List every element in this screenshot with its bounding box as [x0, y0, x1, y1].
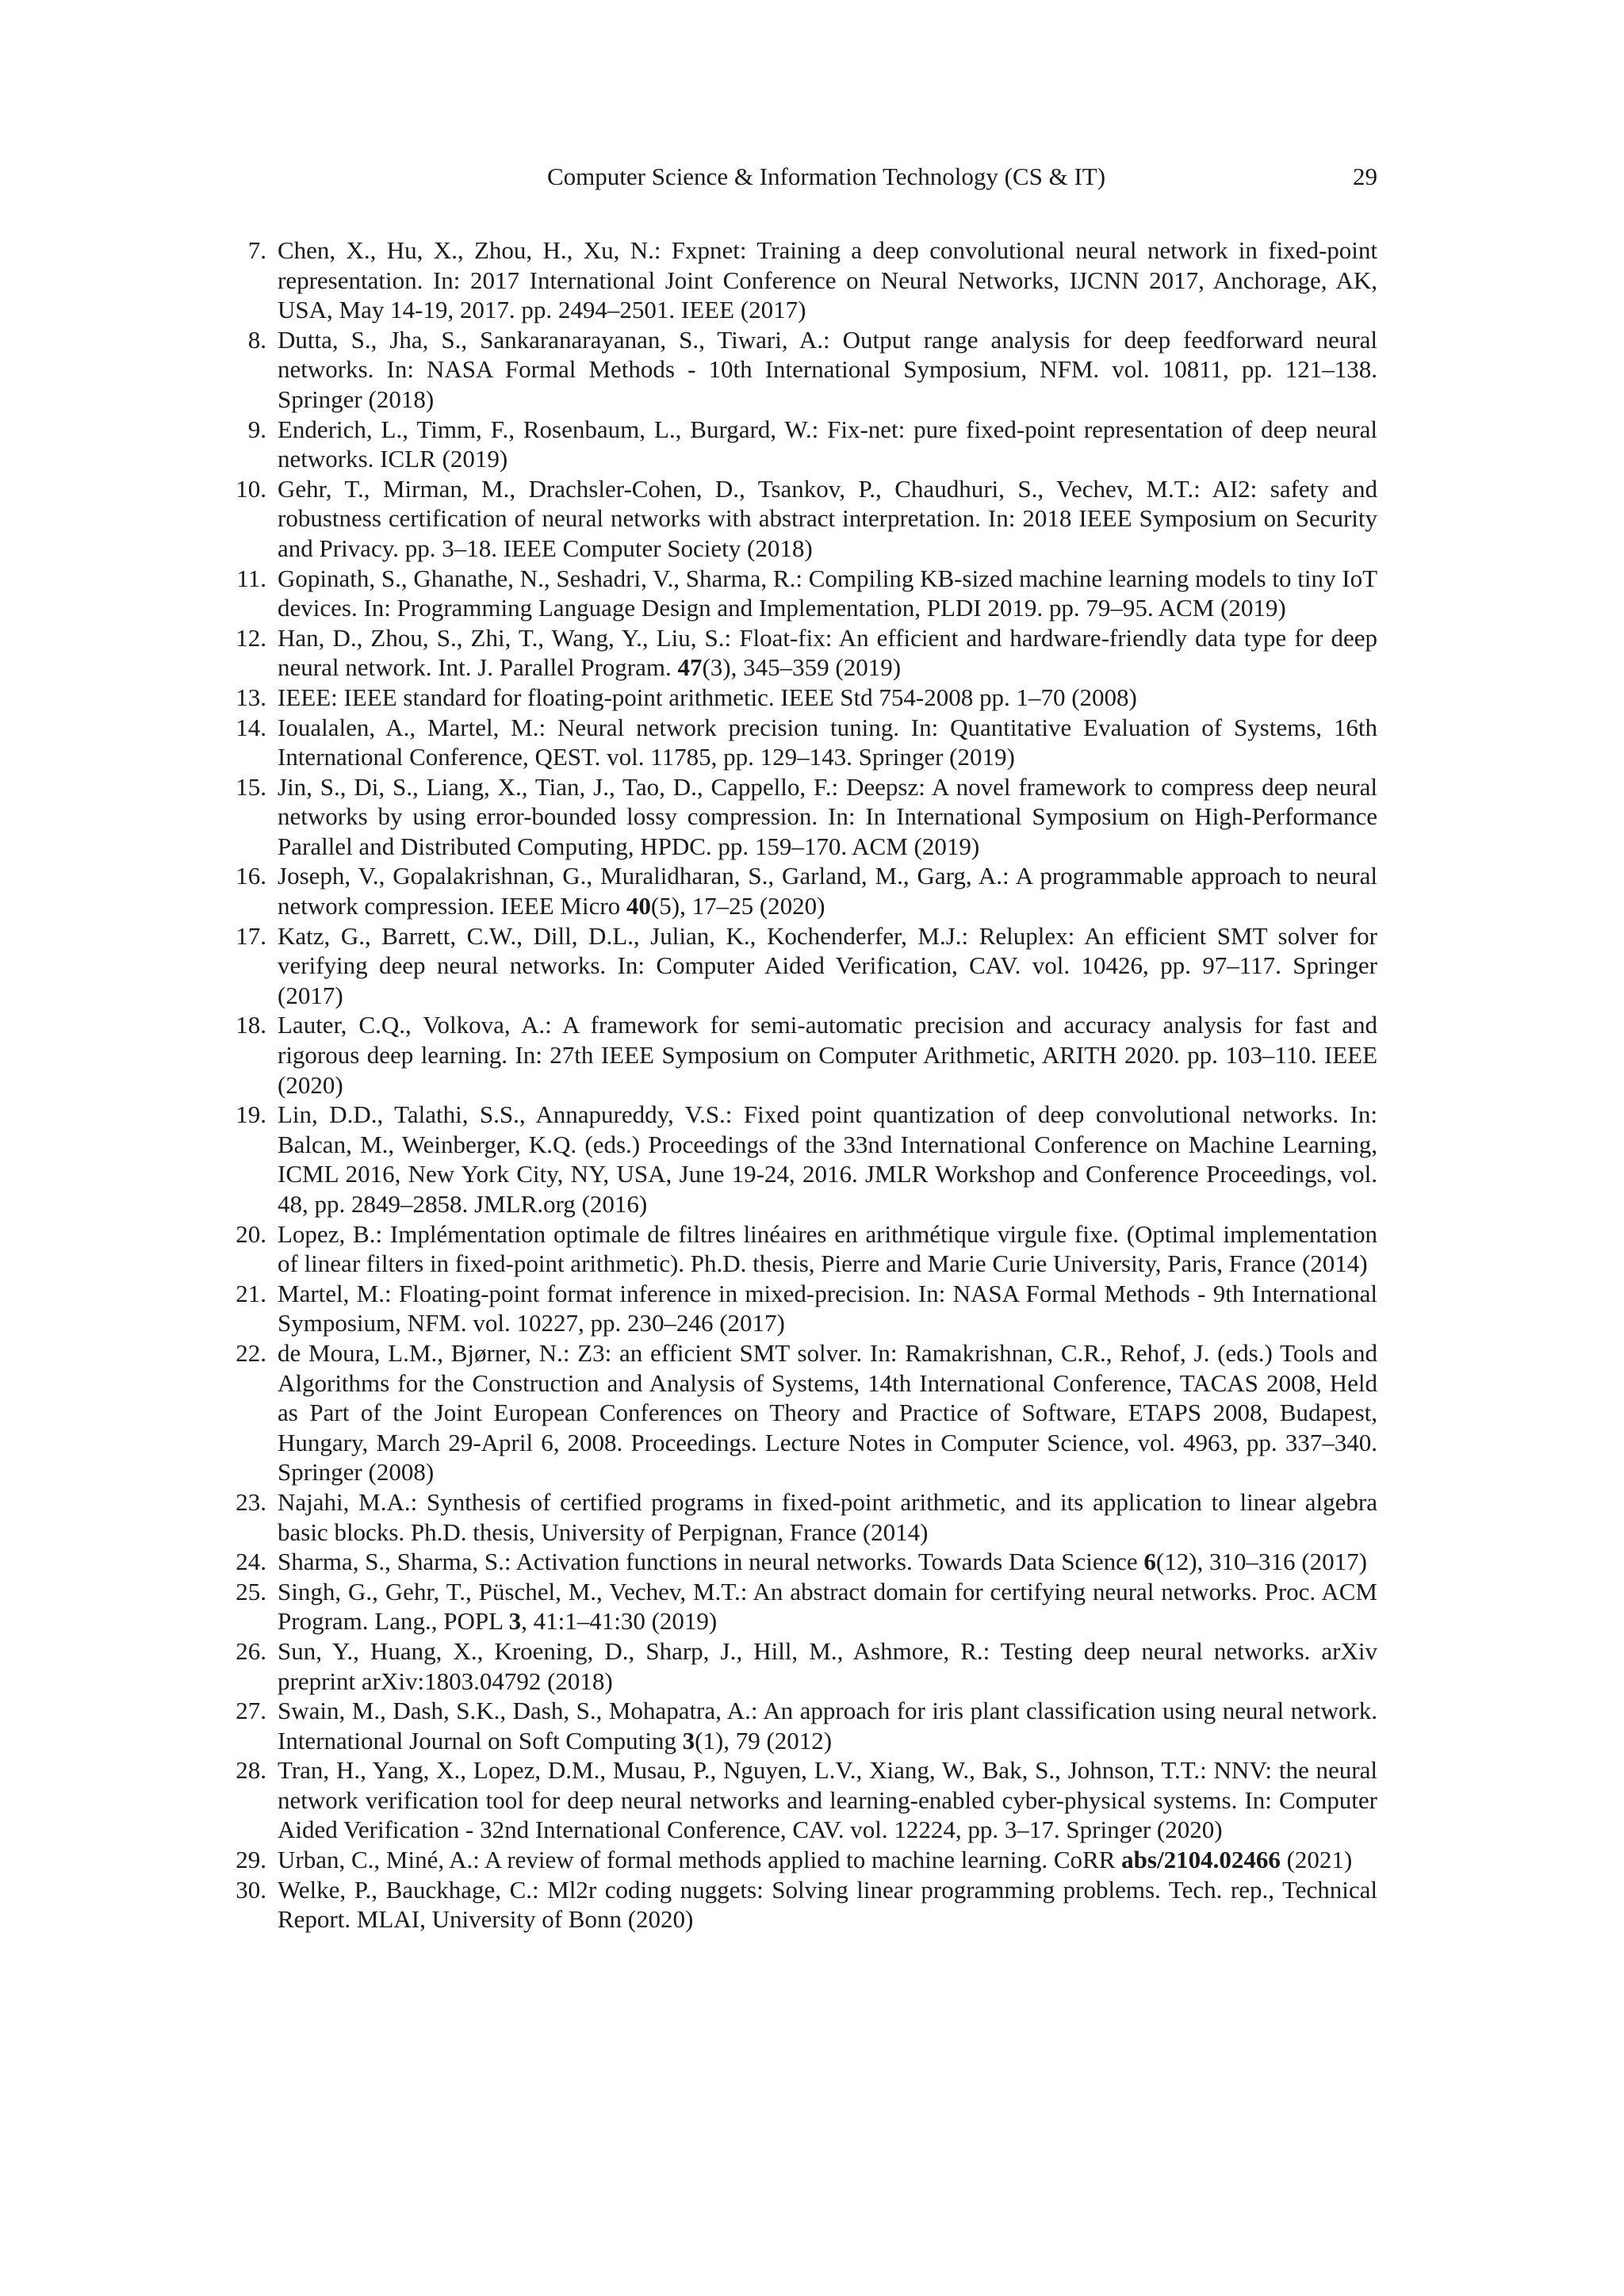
- reference-item: [222, 415, 1377, 474]
- reference-text: [278, 683, 1137, 711]
- reference-text-part: Gopinath, S., Ghanathe, N., Seshadri, V., Sharma, R.: Compiling KB-sized machine learning models to tiny IoT devices. In: Programming Language Design and Implementation, PLDI 2019. pp. 79–95. ACM (2019): [278, 564, 1377, 622]
- reference-text: [278, 415, 1377, 473]
- reference-number: 21.: [236, 1279, 266, 1307]
- reference-text-part: , 41:1–41:30 (2019): [521, 1607, 718, 1636]
- reference-text: [278, 1846, 1352, 1873]
- reference-text-part: Lopez, B.: Implémentation optimale de filtres linéaires en arithmétique virgule fixe. (Optimal implementation of linear filters in fixed-point arithmetic). Ph.D. thesis, Pierre and Marie Curie University, Paris, France (2014): [278, 1219, 1377, 1278]
- reference-number: 11.: [236, 564, 266, 592]
- reference-volume: 3: [682, 1726, 695, 1755]
- reference-number: 7.: [247, 236, 266, 264]
- reference-item: [222, 1845, 1377, 1875]
- reference-text-part: Sharma, S., Sharma, S.: Activation functions in neural networks. Towards Data Science: [278, 1548, 1144, 1576]
- reference-item: [222, 772, 1377, 862]
- reference-text-part: (1), 79 (2012): [695, 1726, 833, 1755]
- reference-text: [278, 1339, 1377, 1486]
- reference-item: [222, 474, 1377, 564]
- reference-number: 29.: [236, 1846, 266, 1874]
- reference-text-part: Katz, G., Barrett, C.W., Dill, D.L., Julian, K., Kochenderfer, M.J.: Reluplex: An efficient SMT solver for verifying deep neural networks. In: Computer Aided Verification, CAV. vol. 10426, pp. 97–117. Springer (2017): [278, 921, 1377, 1009]
- reference-number: 22.: [236, 1338, 266, 1367]
- reference-text-part: Swain, M., Dash, S.K., Dash, S., Mohapatra, A.: An approach for iris plant classification using neural network. International Journal on Soft Computing: [278, 1697, 1377, 1755]
- reference-number: 9.: [247, 415, 266, 443]
- reference-item: [222, 1577, 1377, 1636]
- reference-text: [278, 475, 1377, 562]
- reference-volume: 6: [1143, 1548, 1156, 1576]
- reference-item: [222, 1755, 1377, 1845]
- reference-number: 27.: [236, 1697, 266, 1725]
- reference-text-part: Tran, H., Yang, X., Lopez, D.M., Musau, P., Nguyen, L.V., Xiang, W., Bak, S., Johnson, T.T.: NNV: the neural network verification tool for deep neural networks and learning-enabled cyber-physical systems. In: Computer Aided Verification - 32nd International Conference, CAV. vol. 12224, pp. 3–17. Springer (2020): [278, 1756, 1377, 1844]
- reference-text-part: Lauter, C.Q., Volkova, A.: A framework for semi-automatic precision and accuracy analysis for fast and rigorous deep learning. In: 27th IEEE Symposium on Computer Arithmetic, ARITH 2020. pp. 103–110. IEEE (2020): [278, 1011, 1377, 1099]
- reference-item: [222, 325, 1377, 415]
- reference-text-part: Martel, M.: Floating-point format inference in mixed-precision. In: NASA Formal Methods - 9th International Symposium, NFM. vol. 10227, pp. 230–246 (2017): [278, 1279, 1377, 1337]
- reference-volume: 40: [626, 892, 651, 920]
- reference-text-part: Gehr, T., Mirman, M., Drachsler-Cohen, D., Tsankov, P., Chaudhuri, S., Vechev, M.T.: AI2: safety and robustness certification of neural networks with abstract interpretation. In: 2018 IEEE Symposium on Security and Privacy. pp. 3–18. IEEE Computer Society (2018): [278, 474, 1377, 562]
- reference-item: [222, 1487, 1377, 1547]
- reference-item: [222, 1010, 1377, 1100]
- reference-number: 18.: [236, 1011, 266, 1039]
- reference-text-part: Joseph, V., Gopalakrishnan, G., Muralidharan, S., Garland, M., Garg, A.: A programmable approach to neural network compression. IEEE Micro: [278, 862, 1377, 920]
- reference-number: 13.: [236, 683, 266, 711]
- reference-item: [222, 1636, 1377, 1696]
- reference-list: [222, 235, 1377, 1934]
- reference-item: [222, 1219, 1377, 1279]
- reference-item: [222, 235, 1377, 325]
- reference-item: [222, 1875, 1377, 1934]
- reference-text: [278, 326, 1377, 413]
- reference-number: 19.: [236, 1100, 266, 1129]
- reference-text-part: Singh, G., Gehr, T., Püschel, M., Vechev, M.T.: An abstract domain for certifying neural networks. Proc. ACM Program. Lang., POPL: [278, 1577, 1377, 1636]
- reference-number: 12.: [236, 623, 266, 652]
- reference-text: [278, 862, 1377, 920]
- reference-text-part: Jin, S., Di, S., Liang, X., Tian, J., Tao, D., Cappello, F.: Deepsz: A novel framework to compress deep neural networks by using error-bounded lossy compression. In: In International Symposium on High-Performance Parallel and Distributed Computing, HPDC. pp. 159–170. ACM (2019): [278, 772, 1377, 860]
- running-head: [275, 159, 1377, 195]
- reference-number: 14.: [236, 713, 266, 741]
- reference-item: [222, 683, 1377, 713]
- reference-item: [222, 713, 1377, 772]
- reference-item: [222, 564, 1377, 623]
- reference-text: [278, 1697, 1377, 1755]
- reference-number: 30.: [236, 1875, 266, 1904]
- reference-text-part: (5), 17–25 (2020): [650, 892, 825, 920]
- reference-text: [278, 1756, 1377, 1843]
- reference-number: 25.: [236, 1577, 266, 1605]
- page-number: 29: [1353, 163, 1377, 190]
- reference-text-part: Ioualalen, A., Martel, M.: Neural network precision tuning. In: Quantitative Evaluation of Systems, 16th International Conference, QEST. vol. 11785, pp. 129–143. Springer (2019): [278, 713, 1377, 771]
- reference-volume: 47: [677, 653, 703, 682]
- reference-text-part: Dutta, S., Jha, S., Sankaranarayanan, S., Tiwari, A.: Output range analysis for deep feedforward neural networks. In: NASA Formal Methods - 10th International Symposium, NFM. vol. 10811, pp. 121–138. Springer (2018): [278, 325, 1377, 413]
- reference-text-part: (3), 345–359 (2019): [702, 653, 902, 682]
- reference-text: [278, 922, 1377, 1009]
- reference-text: [278, 1548, 1367, 1575]
- reference-number: 20.: [236, 1219, 266, 1248]
- reference-text-part: Welke, P., Bauckhage, C.: Ml2r coding nuggets: Solving linear programming problems. Tech. rep., Technical Report. MLAI, University of Bonn (2020): [278, 1875, 1377, 1934]
- reference-text-part: Najahi, M.A.: Synthesis of certified programs in fixed-point arithmetic, and its application to linear algebra basic blocks. Ph.D. thesis, University of Perpignan, France (2014): [278, 1487, 1377, 1546]
- reference-item: [222, 921, 1377, 1011]
- reference-item: [222, 1279, 1377, 1338]
- reference-text: [278, 1100, 1377, 1218]
- reference-number: 8.: [247, 325, 266, 354]
- reference-volume: abs/2104.02466: [1121, 1846, 1281, 1874]
- reference-text: [278, 564, 1377, 622]
- reference-text: [278, 1220, 1377, 1278]
- reference-text: [278, 714, 1377, 771]
- reference-number: 26.: [236, 1636, 266, 1665]
- reference-text: [278, 1578, 1377, 1636]
- reference-item: [222, 1338, 1377, 1487]
- reference-number: 15.: [236, 772, 266, 801]
- reference-number: 24.: [236, 1548, 266, 1576]
- reference-item: [222, 1547, 1377, 1577]
- reference-text-part: IEEE: IEEE standard for floating-point arithmetic. IEEE Std 754-2008 pp. 1–70 (2008): [278, 683, 1137, 711]
- reference-text: [278, 624, 1377, 682]
- journal-title: Computer Science & Information Technology (CS & IT): [546, 163, 1106, 190]
- reference-text-part: Urban, C., Miné, A.: A review of formal methods applied to machine learning. CoRR: [278, 1846, 1122, 1874]
- reference-text-part: Lin, D.D., Talathi, S.S., Annapureddy, V.S.: Fixed point quantization of deep convolutional networks. In: Balcan, M., Weinberger, K.Q. (eds.) Proceedings of the 33nd International Conference on Machine Learning, ICML 2016, New York City, NY, USA, June 19-24, 2016. JMLR Workshop and Conference Proceedings, vol. 48, pp. 2849–2858. JMLR.org (2016): [278, 1100, 1377, 1218]
- reference-text-part: Han, D., Zhou, S., Zhi, T., Wang, Y., Liu, S.: Float-fix: An efficient and hardware-friendly data type for deep neural network. Int. J. Parallel Program.: [278, 623, 1377, 682]
- reference-text-part: (2021): [1280, 1846, 1353, 1874]
- reference-text: [278, 1280, 1377, 1337]
- reference-text-part: (12), 310–316 (2017): [1155, 1548, 1367, 1576]
- reference-volume: 3: [508, 1607, 522, 1636]
- reference-text-part: Enderich, L., Timm, F., Rosenbaum, L., Burgard, W.: Fix-net: pure fixed-point representation of deep neural networks. ICLR (2019): [278, 415, 1377, 473]
- reference-item: [222, 1696, 1377, 1755]
- reference-text-part: Sun, Y., Huang, X., Kroening, D., Sharp, J., Hill, M., Ashmore, R.: Testing deep neural networks. arXiv preprint arXiv:1803.04792 (2018): [278, 1636, 1377, 1695]
- reference-number: 16.: [236, 862, 266, 890]
- reference-number: 10.: [236, 474, 266, 503]
- reference-text: [278, 236, 1377, 323]
- reference-text-part: de Moura, L.M., Bjørner, N.: Z3: an efficient SMT solver. In: Ramakrishnan, C.R., Rehof, J. (eds.) Tools and Algorithms for the Construction and Analysis of Systems, 14th International Conference, TACAS 2008, Held as Part of the Joint European Conferences on Theory and Practice of Software, ETAPS 2008, Budapest, Hungary, March 29-April 6, 2008. Proceedings. Lecture Notes in Computer Science, vol. 4963, pp. 337–340. Springer (2008): [278, 1338, 1377, 1487]
- reference-text-part: Chen, X., Hu, X., Zhou, H., Xu, N.: Fxpnet: Training a deep convolutional neural network in fixed-point representation. In: 2017 International Joint Conference on Neural Networks, IJCNN 2017, Anchorage, AK, USA, May 14-19, 2017. pp. 2494–2501. IEEE (2017): [278, 236, 1377, 324]
- reference-text: [278, 1876, 1377, 1934]
- reference-number: 28.: [236, 1756, 266, 1785]
- reference-text: [278, 1637, 1377, 1695]
- reference-number: 17.: [236, 921, 266, 950]
- reference-text: [278, 1011, 1377, 1098]
- reference-text: [278, 773, 1377, 860]
- reference-item: [222, 1100, 1377, 1219]
- reference-item: [222, 861, 1377, 920]
- reference-number: 23.: [236, 1487, 266, 1516]
- reference-item: [222, 623, 1377, 683]
- reference-text: [278, 1488, 1377, 1546]
